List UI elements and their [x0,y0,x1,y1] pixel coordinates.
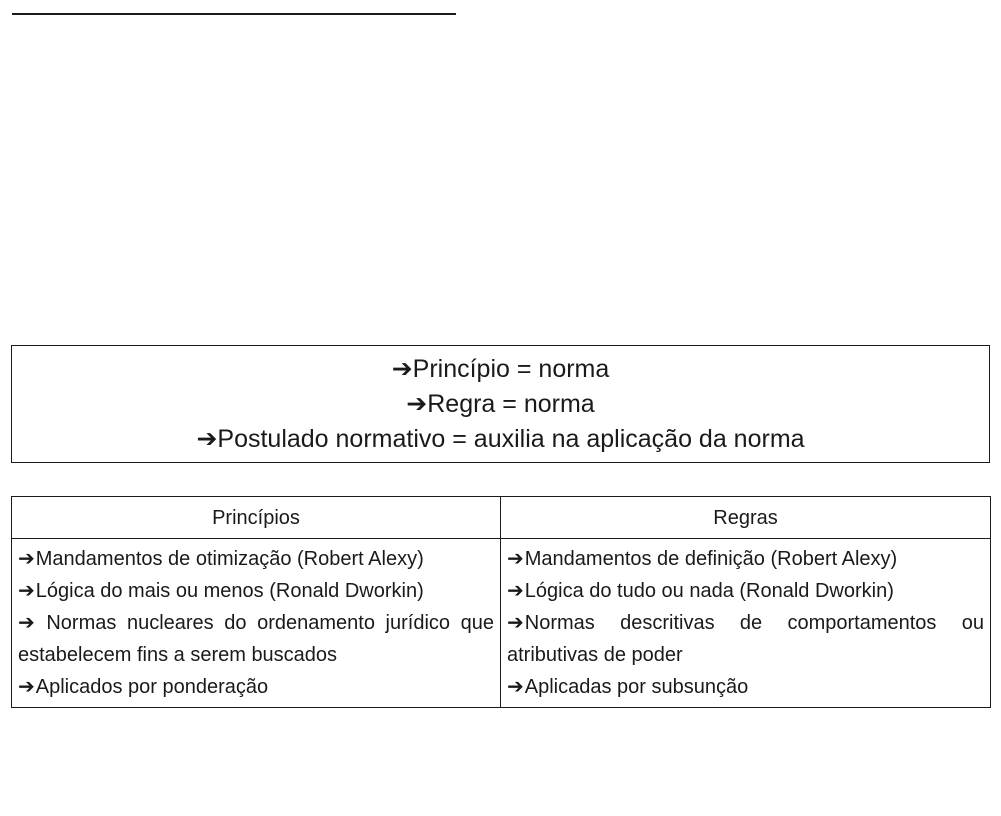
right-arrow-icon: ➔ [18,548,35,570]
right-arrow-icon: ➔ [507,548,524,570]
list-item: ➔Mandamentos de definição (Robert Alexy) [507,548,898,570]
principios-cell [12,539,501,708]
list-item: ➔Lógica do tudo ou nada (Ronald Dworkin) [507,580,894,602]
top-rule [12,13,456,15]
right-arrow-icon: ➔ [18,580,35,602]
list-item: ➔Aplicadas por subsunção [507,676,749,698]
list-item: ➔Aplicados por ponderação [18,676,269,698]
right-arrow-icon: ➔ [507,676,524,698]
list-item: ➔Mandamentos de otimização (Robert Alexy) [18,548,424,570]
table-header-row [12,497,991,539]
table-row [12,539,991,708]
comparison-table [11,496,991,708]
summary-box [11,345,990,463]
right-arrow-icon: ➔ [18,612,35,634]
right-arrow-icon: ➔ [507,612,524,634]
column-header-principios: Princípios [12,497,501,539]
summary-line-postulado: ➔Postulado normativo = auxilia na aplicação da norma [196,424,805,453]
list-item: ➔Lógica do mais ou menos (Ronald Dworkin) [18,580,424,602]
right-arrow-icon: ➔ [507,580,524,602]
right-arrow-icon: ➔ [196,424,218,453]
right-arrow-icon: ➔ [391,354,413,383]
right-arrow-icon: ➔ [406,389,428,418]
summary-line-principio: ➔Princípio = norma [391,354,610,383]
regras-cell [501,539,991,708]
list-item: ➔Normas descritivas de comportamentos ou atributivas de poder [507,612,984,666]
column-header-regras: Regras [501,497,991,539]
list-item: ➔ Normas nucleares do ordenamento jurídico que estabelecem fins a serem buscados [18,612,500,666]
summary-line-regra: ➔Regra = norma [406,389,595,418]
right-arrow-icon: ➔ [18,676,35,698]
